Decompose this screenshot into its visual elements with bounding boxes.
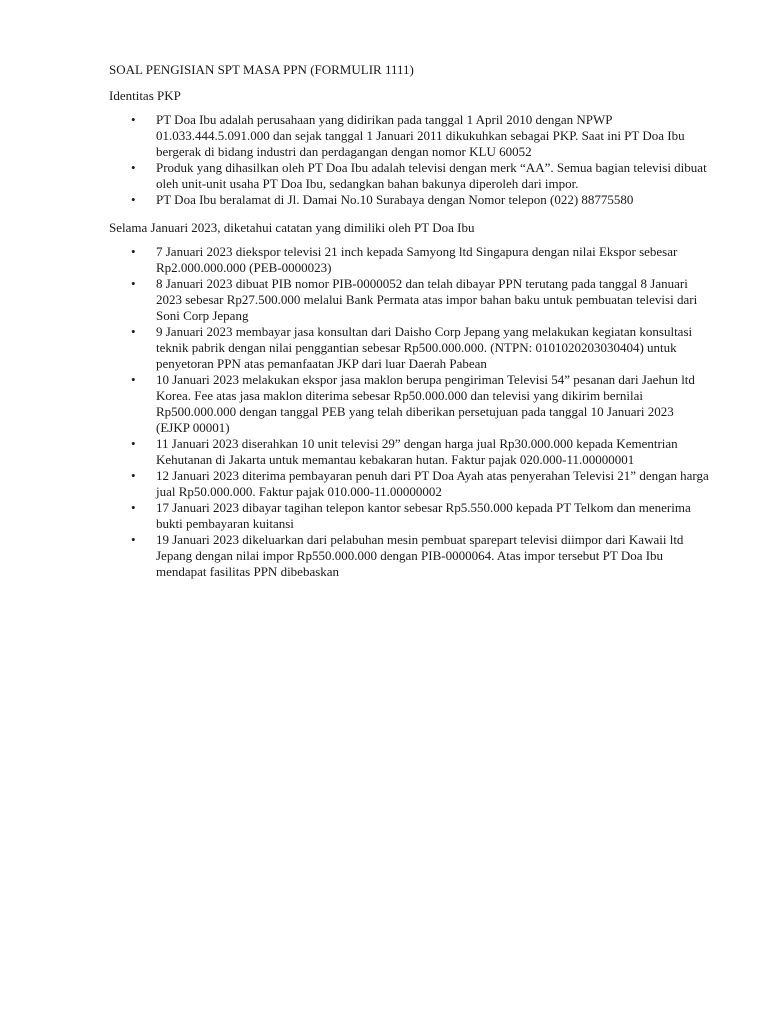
list-item: [109, 372, 709, 436]
list-item: [109, 468, 709, 500]
list-item-text: 19 Januari 2023 dikeluarkan dari pelabuhan mesin pembuat sparepart televisi diimpor dari Kawaii ltd Jepang dengan nilai impor Rp550.000.000 dengan PIB-0000064. Atas impor tersebut PT Doa Ibu mendapat fasilitas PPN dibebaskan: [156, 532, 684, 579]
list-item: [109, 276, 709, 324]
list-item: [109, 436, 709, 468]
list-item: [109, 324, 709, 372]
list-item-text: 17 Januari 2023 dibayar tagihan telepon kantor sebesar Rp5.550.000 kepada PT Telkom dan menerima bukti pembayaran kuitansi: [156, 500, 691, 531]
document-page: [109, 62, 709, 592]
list-item: [109, 192, 709, 208]
list-item-text: PT Doa Ibu beralamat di Jl. Damai No.10 Surabaya dengan Nomor telepon (022) 88775580: [156, 192, 634, 207]
list-item-text: 8 Januari 2023 dibuat PIB nomor PIB-0000052 dan telah dibayar PPN terutang pada tanggal 8 Januari 2023 sebesar Rp27.500.000 melalui Bank Permata atas impor bahan baku untuk pembuatan televisi dari Soni Corp Jepang: [156, 276, 698, 323]
list-item-text: Produk yang dihasilkan oleh PT Doa Ibu adalah televisi dengan merk “AA”. Semua bagian televisi dibuat oleh unit-unit usaha PT Doa Ibu, sedangkan bahan bakunya diperoleh dari impor.: [156, 160, 707, 191]
list-item: [109, 112, 709, 160]
bullet-icon: •: [131, 160, 136, 175]
bullet-icon: •: [131, 192, 136, 207]
list-item: [109, 244, 709, 276]
list-item: [109, 500, 709, 532]
section-title-catatan-januari: Selama Januari 2023, diketahui catatan yang dimiliki oleh PT Doa Ibu: [109, 220, 475, 235]
bullet-icon: •: [131, 112, 136, 127]
list-item-text: 7 Januari 2023 diekspor televisi 21 inch kepada Samyong ltd Singapura dengan nilai Ekspor sebesar Rp2.000.000.000 (PEB-0000023): [156, 244, 678, 275]
list-item: [109, 532, 709, 580]
list-item-text: 11 Januari 2023 diserahkan 10 unit televisi 29” dengan harga jual Rp30.000.000 kepada Kementrian Kehutanan di Jakarta untuk memantau kebakaran hutan. Faktur pajak 020.000-11.00000001: [156, 436, 678, 467]
bullet-icon: •: [131, 468, 136, 483]
bullet-icon: •: [131, 532, 136, 547]
bullet-icon: •: [131, 500, 136, 515]
list-item: [109, 160, 709, 192]
bullet-icon: •: [131, 436, 136, 451]
bullet-icon: •: [131, 276, 136, 291]
catatan-januari-list: [109, 244, 709, 580]
bullet-icon: •: [131, 324, 136, 339]
list-item-text: 9 Januari 2023 membayar jasa konsultan dari Daisho Corp Jepang yang melakukan kegiatan konsultasi teknik pabrik dengan nilai penggantian sebesar Rp500.000.000. (NTPN: 0101020203030404) untuk penyetoran PPN atas pemanfaatan JKP dari luar Daerah Pabean: [156, 324, 693, 371]
list-item-text: PT Doa Ibu adalah perusahaan yang didirikan pada tanggal 1 April 2010 dengan NPWP 01.033.444.5.091.000 dan sejak tanggal 1 Januari 2011 dikukuhkan sebagai PKP. Saat ini PT Doa Ibu bergerak di bidang industri dan perdagangan dengan nomor KLU 60052: [156, 112, 685, 159]
identitas-pkp-list: [109, 112, 709, 208]
bullet-icon: •: [131, 372, 136, 387]
list-item-text: 10 Januari 2023 melakukan ekspor jasa maklon berupa pengiriman Televisi 54” pesanan dari Jaehun ltd Korea. Fee atas jasa maklon diterima sebesar Rp50.000.000 dan televisi yang dikirim bernilai Rp500.000.000 dengan tanggal PEB yang telah diberikan persetujuan pada tanggal 10 Januari 2023 (EJKP 00001): [156, 372, 695, 435]
document-title: SOAL PENGISIAN SPT MASA PPN (FORMULIR 1111): [109, 62, 414, 77]
section-title-identitas-pkp: Identitas PKP: [109, 88, 181, 103]
bullet-icon: •: [131, 244, 136, 259]
list-item-text: 12 Januari 2023 diterima pembayaran penuh dari PT Doa Ayah atas penyerahan Televisi 21” dengan harga jual Rp50.000.000. Faktur pajak 010.000-11.00000002: [156, 468, 709, 499]
